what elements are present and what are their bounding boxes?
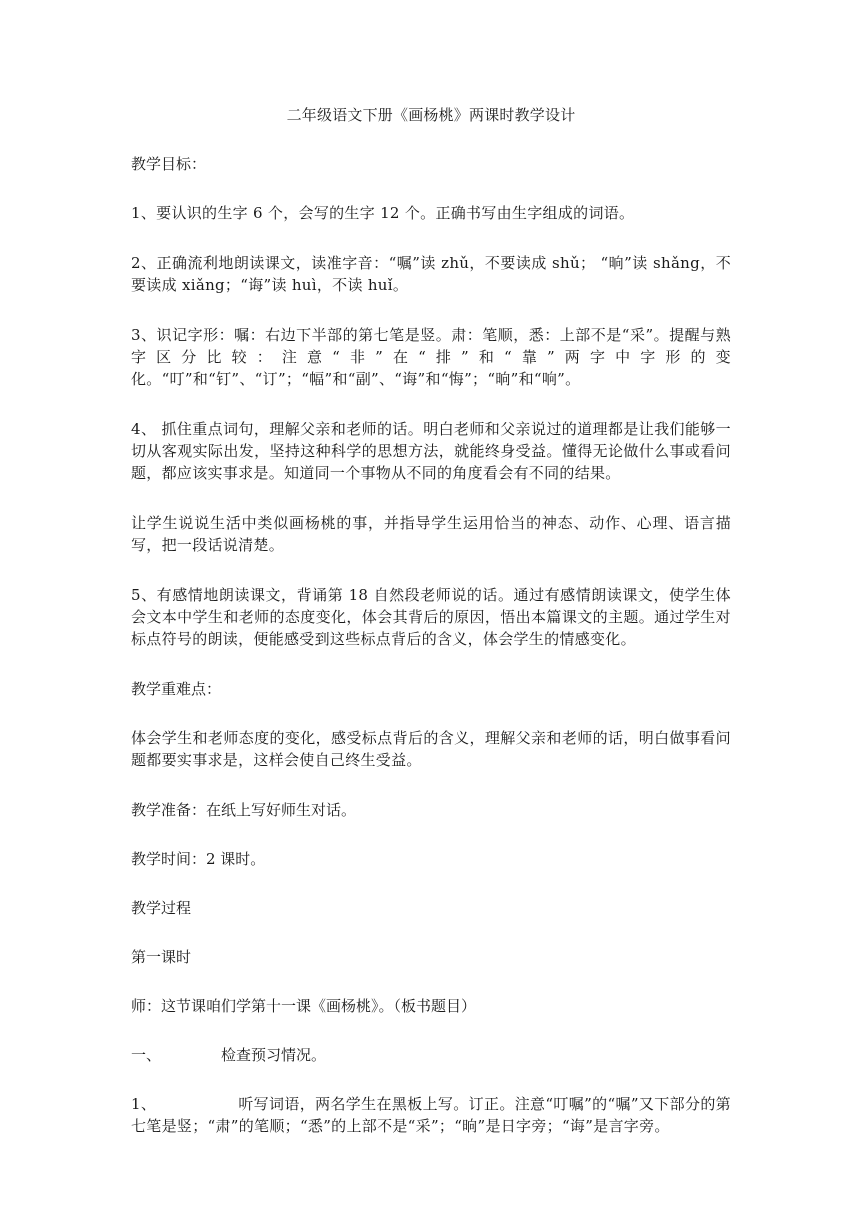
- goal-2: 2、正确流利地朗读课文，读准字音：“嘱”读 zhǔ，不要读成 shǔ； “晌”读 shǎng，不要读成 xiǎng；“诲”读 huì，不读 huǐ。: [131, 254, 731, 294]
- document-body: [131, 104, 731, 1165]
- goal-5: 5、有感情地朗读课文，背诵第 18 自然段老师说的话。通过有感情朗读课文，使学生体会文本中学生和老师的态度变化，体会其背后的原因，悟出本篇课文的主题。通过学生对标点符号的朗读，便能感受到这些标点背后的含义，体会学生的情感变化。: [131, 586, 731, 648]
- goal-1: 1、要认识的生字 6 个，会写的生字 12 个。正确书写由生字组成的词语。: [131, 204, 635, 222]
- goal-4: 4、 抓住重点词句，理解父亲和老师的话。明白老师和父亲说过的道理都是让我们能够一切从客观实际出发，坚持这种科学的思想方法，就能终身受益。懂得无论做什么事或看问题，都应该实事求是。知道同一个事物从不同的角度看会有不同的结果。: [131, 420, 731, 482]
- goal-4-continued: 让学生说说生活中类似画杨桃的事，并指导学生运用恰当的神态、动作、心理、语言描写，把一段话说清楚。: [131, 514, 731, 554]
- goals-heading: 教学目标：: [131, 155, 207, 173]
- process-heading: 教学过程: [131, 899, 192, 917]
- section-1-heading: [131, 1044, 731, 1066]
- teaching-preparation: 教学准备：在纸上写好师生对话。: [131, 801, 357, 819]
- key-points: 体会学生和老师态度的变化，感受标点背后的含义，理解父亲和老师的话，明白做事看问题都要实事求是，这样会使自己终生受益。: [131, 729, 731, 769]
- section-1-number: 一、: [131, 1046, 162, 1064]
- step-1: [131, 1093, 731, 1137]
- teacher-intro: 师：这节课咱们学第十一课《画杨桃》。（板书题目）: [131, 997, 477, 1015]
- document-title: 二年级语文下册《画杨桃》两课时教学设计: [286, 106, 576, 124]
- goal-3: 3、识记字形：嘱：右边下半部的第七笔是竖。肃：笔顺，悉：上部不是“采”。提醒与熟字区分比较：注意“非”在“排”和“靠”两字中字形的变化。“叮”和“钉”、“订”；“幅”和“副”、“诲”和“悔”；“晌”和“响”。: [131, 326, 731, 388]
- teaching-time: 教学时间：2 课时。: [131, 850, 266, 868]
- lesson-1-heading: 第一课时: [131, 948, 192, 966]
- key-points-heading: 教学重难点：: [131, 680, 222, 698]
- section-1-title: 检查预习情况。: [221, 1046, 327, 1064]
- step-1-text: 听写词语，两名学生在黑板上写。订正。注意“叮嘱”的“嘱”又下部分的第七笔是竖；“肃”的笔顺；“悉”的上部不是“采”；“晌”是日字旁；“诲”是言字旁。: [131, 1095, 731, 1135]
- step-1-number: 1、: [131, 1095, 157, 1113]
